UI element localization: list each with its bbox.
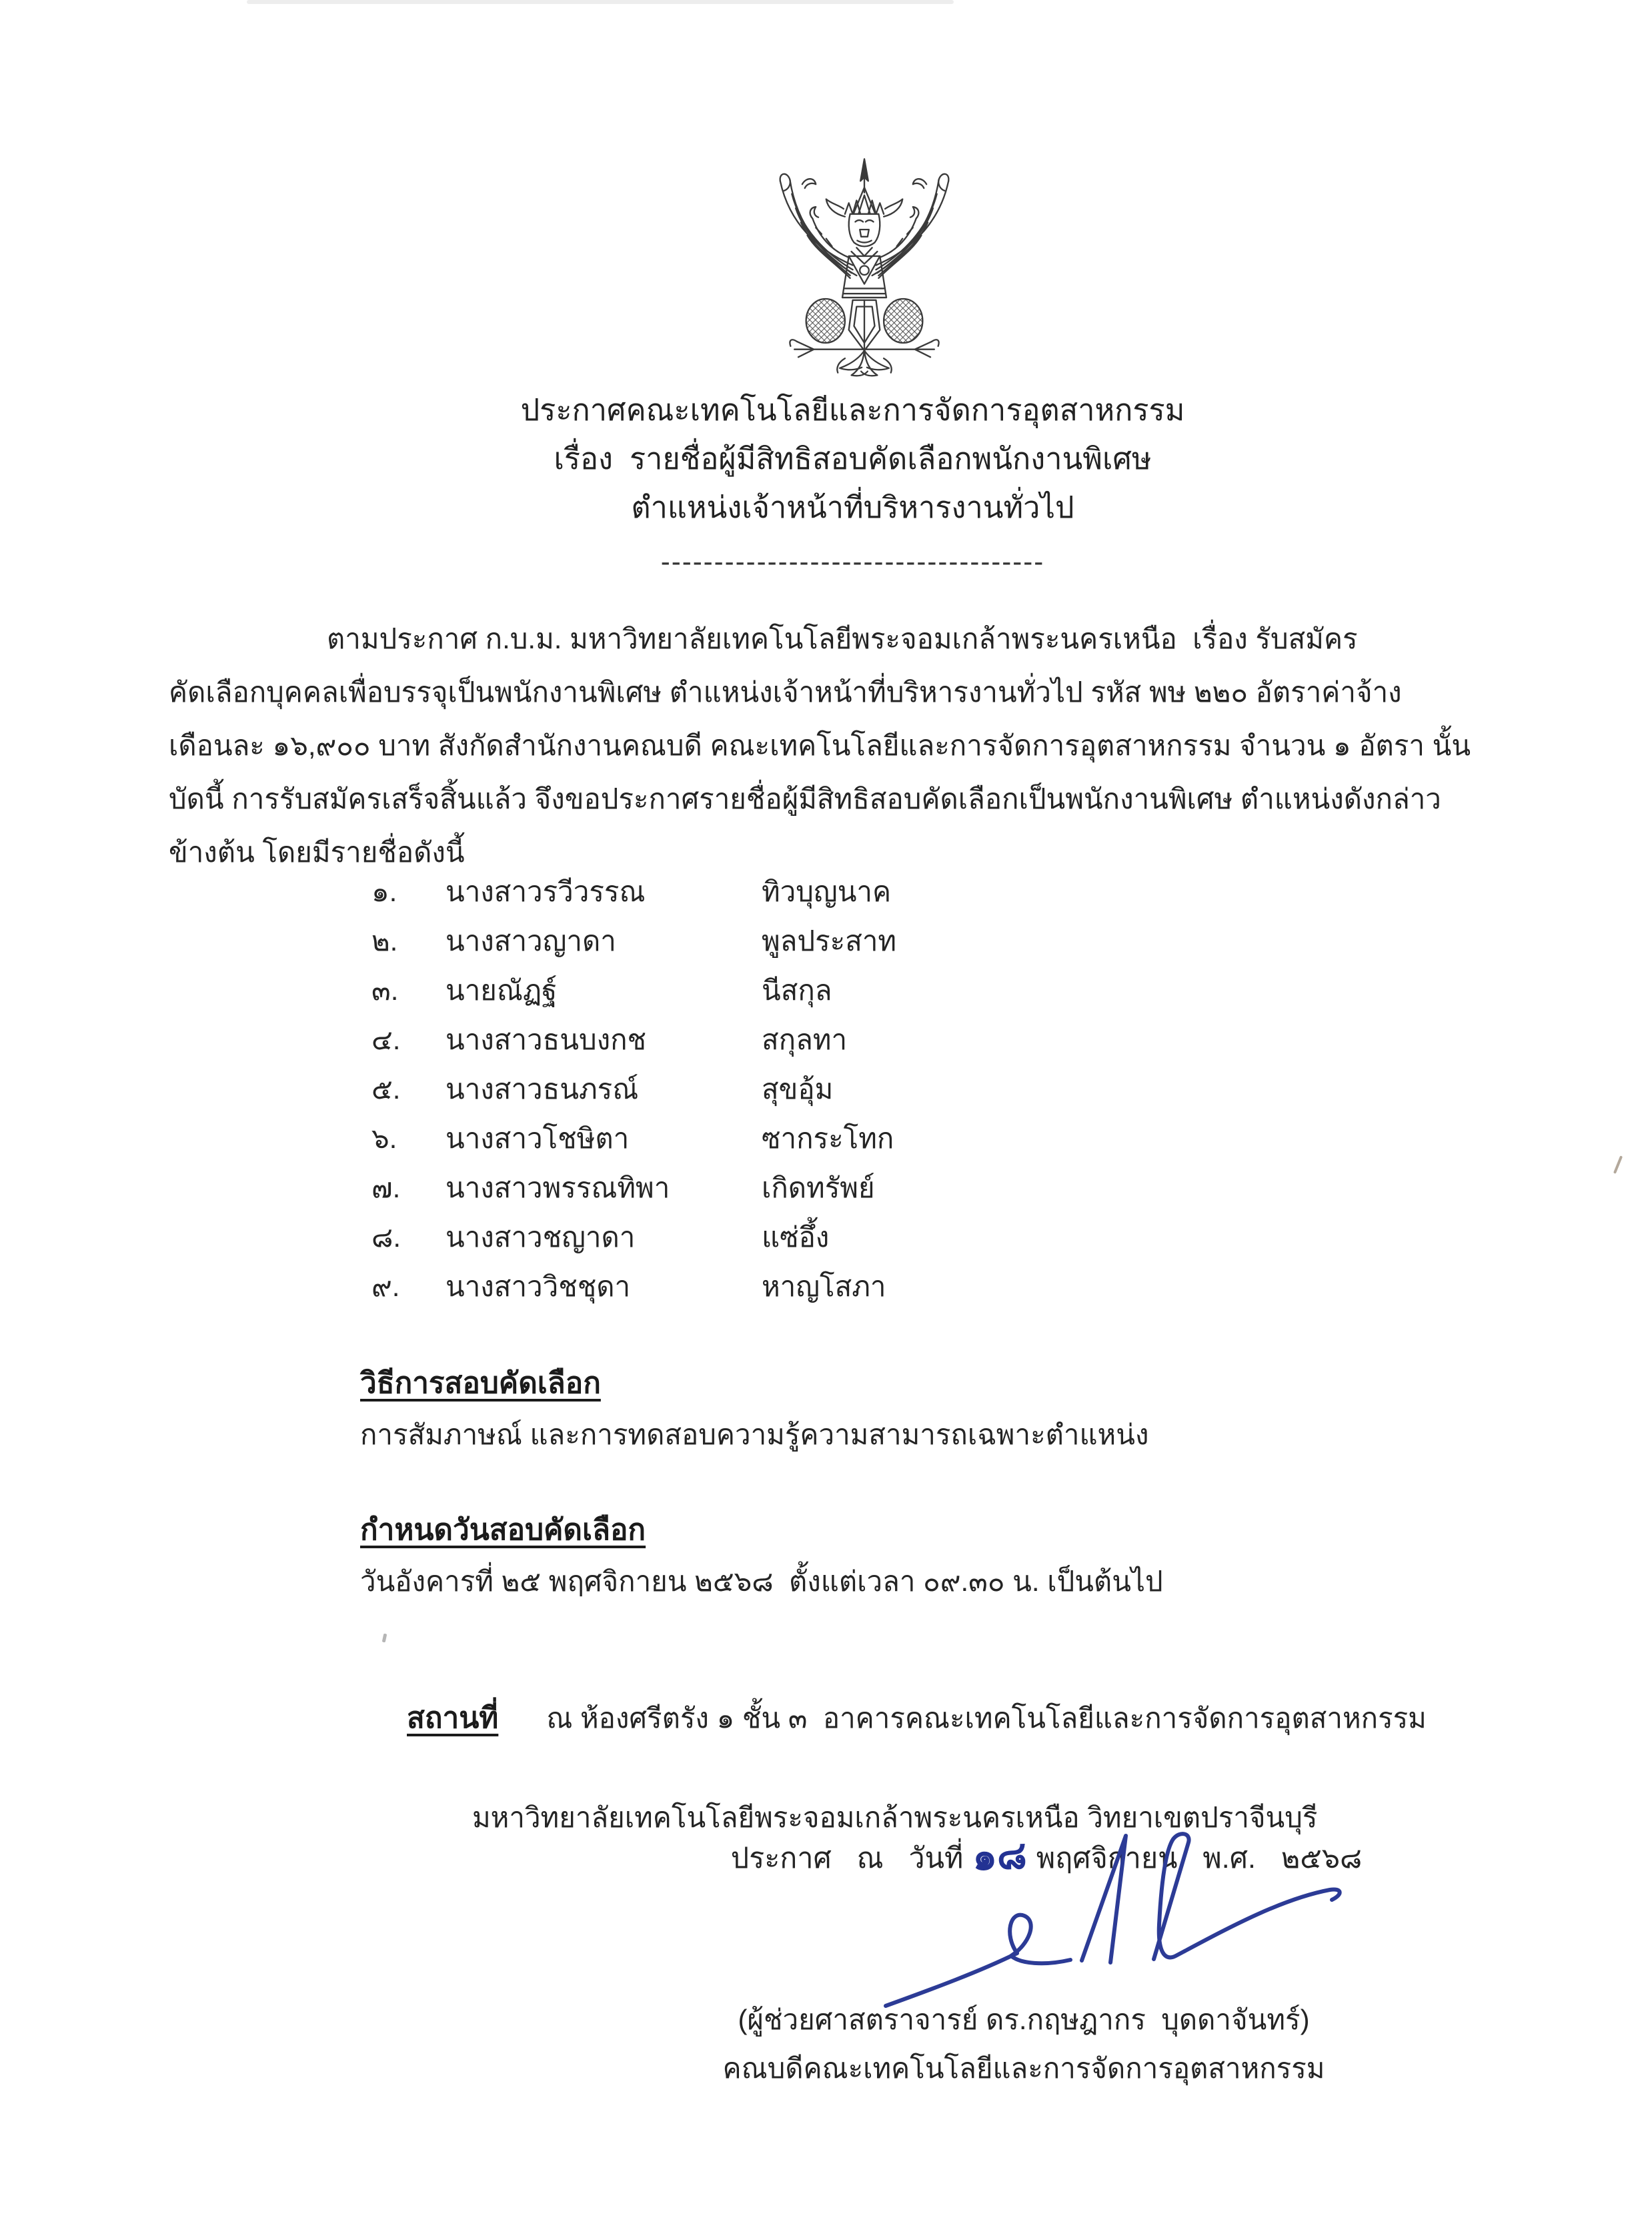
venue-location-line1: ณ ห้องศรีตรัง ๑ ชั้น ๓ อาคารคณะเทคโนโลยีและการจัดการอุตสาหกรรม [546,1702,1427,1734]
applicant-first-name: นางสาวพรรณทิพา [446,1172,670,1203]
title-divider-dashes: ------------------------------------ [660,546,1045,577]
scan-artifact-right-mark [1613,1155,1623,1173]
applicant-last-name: นีสกุล [762,975,832,1006]
signature-svg [867,1824,1361,2018]
applicant-first-name: นางสาววิชชุดา [446,1271,631,1302]
applicant-last-name: แซ่อึ้ง [762,1221,830,1253]
applicant-number: ๔. [371,1024,401,1055]
exam-date-body: วันอังคารที่ ๒๕ พฤศจิกายน ๒๕๖๘ ตั้งแต่เวลา ๐๙.๓๐ น. เป็นต้นไป [360,1566,1163,1597]
paragraph-line: บัดนี้ การรับสมัครเสร็จสิ้นแล้ว จึงขอประกาศรายชื่อผู้มีสิทธิสอบคัดเลือกเป็นพนักงานพิเศษ ตำแหน่งดังกล่าว [169,783,1441,814]
issuance-suffix: พฤศจิกายน พ.ศ. ๒๕๖๘ [1036,1842,1363,1874]
applicant-number: ๓. [371,975,399,1006]
document-title-line1: ประกาศคณะเทคโนโลยีและการจัดการอุตสาหกรรม [520,393,1185,427]
applicant-first-name: นางสาวธนบงกช [446,1024,647,1055]
list-item [371,917,1305,966]
applicant-last-name: ซากระโทก [762,1123,894,1154]
list-item [371,966,1305,1015]
venue-location-line2: มหาวิทยาลัยเทคโนโลยีพระจอมเกล้าพระนครเหนือ วิทยาเขตปราจีนบุรี [472,1802,1318,1833]
issuance-prefix: ประกาศ ณ วันที่ [730,1842,964,1874]
document-subject-line: เรื่อง รายชื่อผู้มีสิทธิสอบคัดเลือกพนักงานพิเศษ [554,442,1152,476]
applicant-number: ๙. [371,1271,400,1302]
applicant-number: ๘. [371,1221,401,1253]
signer-title: คณบดีคณะเทคโนโลยีและการจัดการอุตสาหกรรม [722,2053,1325,2084]
garuda-emblem-svg [754,152,974,379]
list-item [371,1213,1305,1262]
applicant-first-name: นางสาวชญาดา [446,1221,636,1253]
signer-name: (ผู้ช่วยศาสตราจารย์ ดร.กฤษฎากร บุดดาจันทร์) [738,2004,1310,2035]
applicant-last-name: เกิดทรัพย์ [762,1172,875,1203]
paragraph-line: ข้างต้น โดยมีรายชื่อดังนี้ [169,837,465,868]
list-item [371,867,1305,917]
list-item [371,1114,1305,1163]
scan-artifact-top-edge [247,0,954,4]
list-item [371,1262,1305,1311]
scan-artifact-speck [382,1634,387,1643]
applicant-last-name: ทิวบุญนาค [762,876,892,907]
applicant-number: ๖. [371,1123,397,1154]
venue-line1 [360,1662,1427,1773]
exam-date-heading: กำหนดวันสอบคัดเลือก [360,1514,646,1546]
applicant-number: ๑. [371,876,397,907]
paragraph-line: เดือนละ ๑๖,๙๐๐ บาท สังกัดสำนักงานคณบดี คณะเทคโนโลยีและการจัดการอุตสาหกรรม จำนวน ๑ อัตรา นั้น [169,730,1471,761]
list-item [371,1163,1305,1213]
opening-paragraph [169,612,1509,879]
applicant-number: ๗. [371,1172,401,1203]
paragraph-line: คัดเลือกบุคคลเพื่อบรรจุเป็นพนักงานพิเศษ ตำแหน่งเจ้าหน้าที่บริหารงานทั่วไป รหัส พษ ๒๒๐ อัตราค่าจ้าง [169,676,1402,708]
document-position-line: ตำแหน่งเจ้าหน้าที่บริหารงานทั่วไป [631,490,1074,524]
selection-method-heading: วิธีการสอบคัดเลือก [360,1367,601,1400]
list-item [371,1065,1305,1114]
paragraph-line: ตามประกาศ ก.บ.ม. มหาวิทยาลัยเทคโนโลยีพระจอมเกล้าพระนครเหนือ เรื่อง รับสมัคร [327,623,1358,654]
applicant-first-name: นางสาวโชษิตา [446,1123,630,1154]
applicant-last-name: สุขอุ้ม [762,1073,834,1105]
applicant-first-name: นางสาวญาดา [446,925,616,957]
handwritten-day-number: ๑๘ [972,1833,1028,1879]
garuda-emblem [754,152,974,379]
applicant-last-name: หาญโสภา [762,1271,886,1302]
applicant-first-name: นางสาวธนภรณ์ [446,1073,639,1105]
applicant-list [371,867,1305,1311]
applicant-last-name: สกุลทา [762,1024,848,1055]
applicant-number: ๕. [371,1073,401,1105]
applicant-first-name: นางสาวรวีวรรณ [446,876,646,907]
venue-heading: สถานที่ [407,1702,499,1734]
applicant-last-name: พูลประสาท [762,925,897,957]
signature-ink [867,1824,1361,2018]
list-item [371,1015,1305,1065]
applicant-first-name: นายณัฏฐ์ [446,975,558,1006]
applicant-number: ๒. [371,925,398,957]
selection-method-body: การสัมภาษณ์ และการทดสอบความรู้ความสามารถเฉพาะตำแหน่ง [360,1419,1149,1450]
